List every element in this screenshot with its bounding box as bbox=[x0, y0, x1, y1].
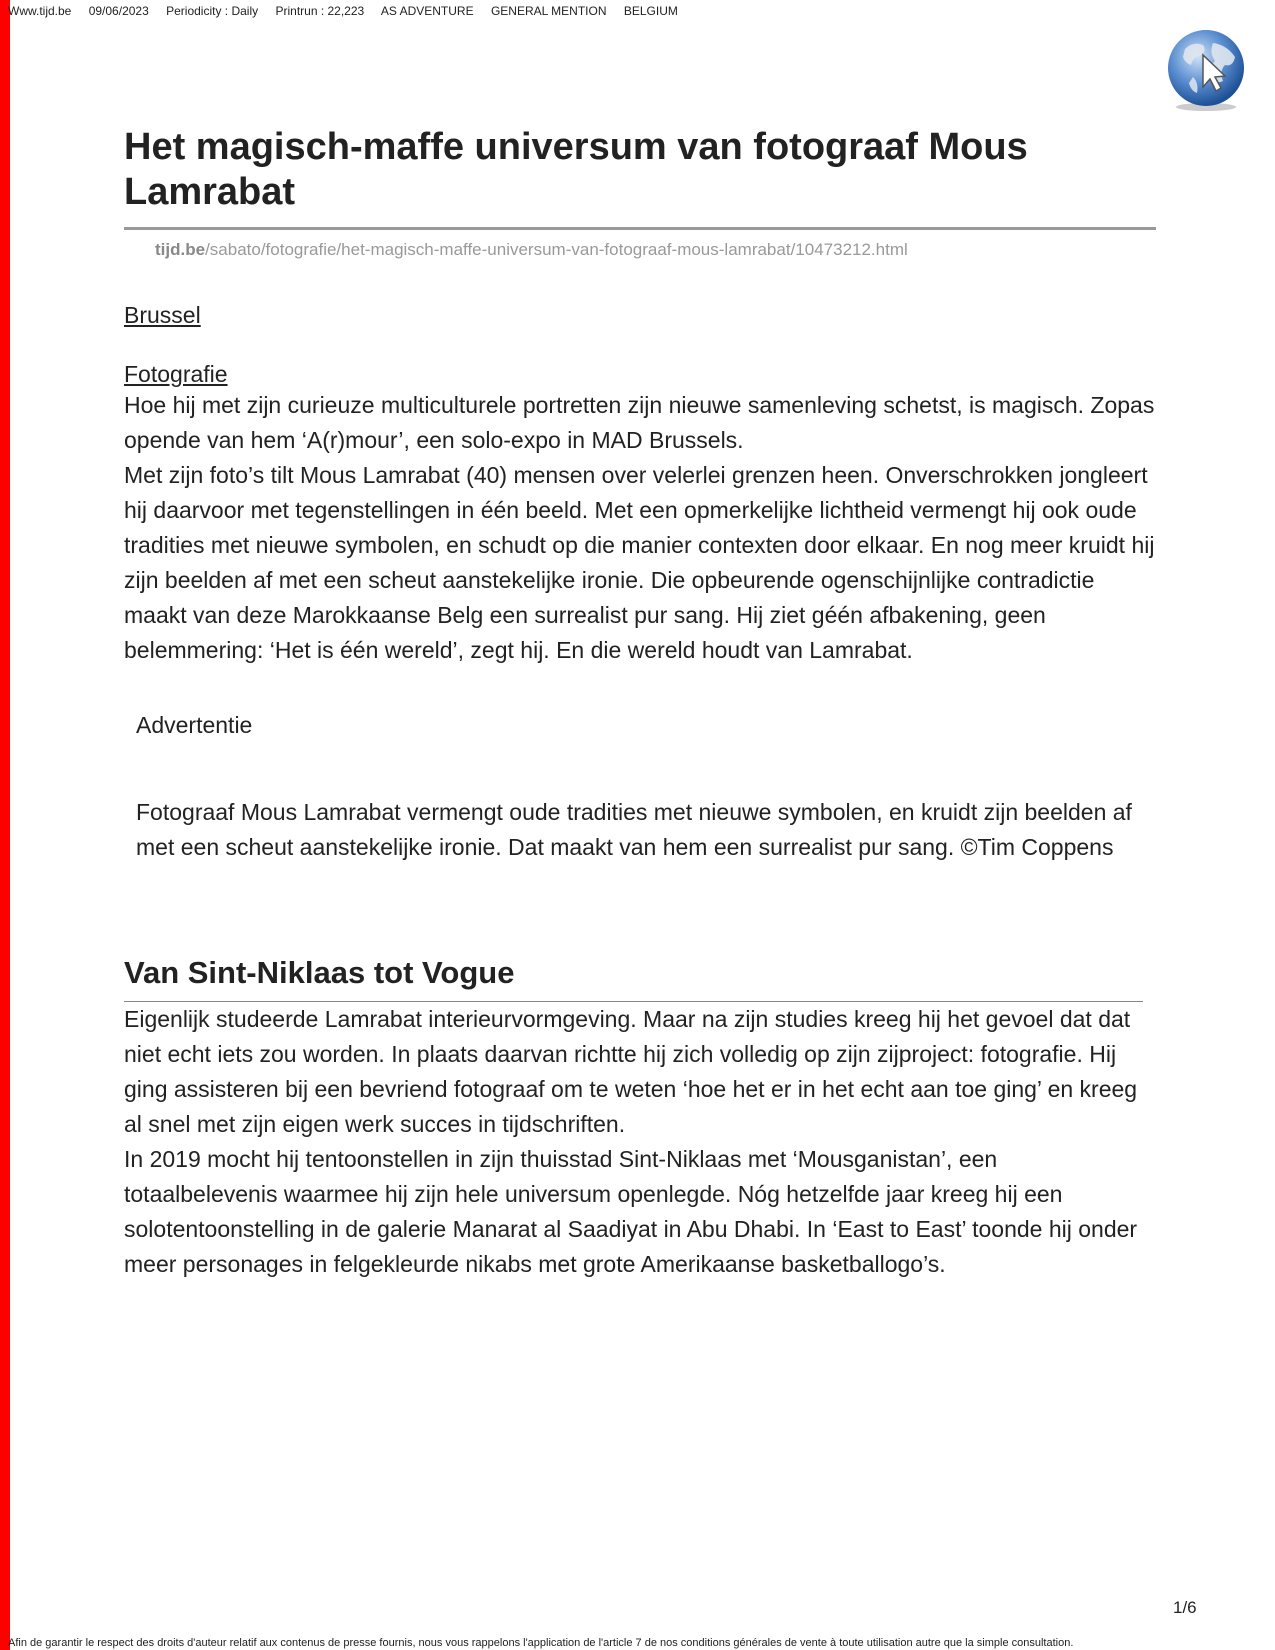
header-country: BELGIUM bbox=[623, 4, 678, 18]
header-mention: GENERAL MENTION bbox=[490, 4, 607, 18]
title-divider bbox=[124, 227, 1156, 230]
tag-link-fotografie[interactable]: Fotografie bbox=[124, 361, 228, 387]
header-site: Www.tijd.be bbox=[8, 4, 72, 18]
photo-caption: Fotograaf Mous Lamrabat vermengt oude tradities met nieuwe symbolen, en kruidt zijn beelden af met een scheut aanstekelijke ironie. Dat maakt van hem een surrealist pur sang. ©Tim Coppens bbox=[136, 799, 1132, 860]
header-periodicity: Periodicity : Daily bbox=[166, 4, 259, 18]
header-printrun: Printrun : 22,223 bbox=[275, 4, 365, 18]
copyright-notice: Afin de garantir le respect des droits d'auteur relatif aux contenus de presse fournis, nous vous rappelons l'application de l'article 7 de nos conditions générales de vente à toute utilisation autre que la simple consultation. bbox=[8, 1637, 1074, 1649]
url-path: /sabato/fotografie/het-magisch-maffe-universum-van-fotograaf-mous-lamrabat/10473212.html bbox=[205, 240, 908, 259]
header-client: AS ADVENTURE bbox=[380, 4, 474, 18]
press-header bbox=[8, 4, 692, 18]
article bbox=[124, 125, 1156, 1282]
article-intro: Hoe hij met zijn curieuze multiculturele portretten zijn nieuwe samenleving schetst, is magisch. Zopas opende van hem ‘A(r)mour’, een solo-expo in MAD Brussels. bbox=[124, 392, 1155, 453]
tag-link-brussel[interactable]: Brussel bbox=[124, 302, 201, 328]
article-url[interactable] bbox=[155, 240, 1156, 260]
article-title: Het magisch-maffe universum van fotograaf Mous Lamrabat bbox=[124, 126, 1028, 213]
url-domain: tijd.be bbox=[155, 240, 206, 259]
header-date: 09/06/2023 bbox=[88, 4, 149, 18]
section-paragraph-1: Eigenlijk studeerde Lamrabat interieurvormgeving. Maar na zijn studies kreeg hij het gevoel dat dat niet echt iets zou worden. In plaats daarvan richtte hij zich volledig op zijn zijproject: fotografie. Hij ging assisteren bij een bevriend fotograaf om te weten ‘hoe het er in het echt aan toe ging’ en kreeg al snel met zijn eigen werk succes in tijdschriften. bbox=[124, 1006, 1138, 1137]
section-paragraph-2: In 2019 mocht hij tentoonstellen in zijn thuisstad Sint-Niklaas met ‘Mousganistan’, een totaalbelevenis waarmee hij zijn hele universum openlegde. Nóg hetzelfde jaar kreeg hij een solotentoonstelling in de galerie Manarat al Saadiyat in Abu Dhabi. In ‘East to East’ toonde hij onder meer personages in felgekleurde nikabs met grote Amerikaanse basketballogo’s. bbox=[124, 1146, 1138, 1277]
globe-cursor-icon bbox=[1163, 27, 1249, 113]
red-margin-bar bbox=[0, 0, 10, 1650]
section-heading: Van Sint-Niklaas tot Vogue bbox=[124, 955, 515, 990]
advertisement-label: Advertentie bbox=[136, 712, 253, 738]
article-paragraph: Met zijn foto’s tilt Mous Lamrabat (40) mensen over velerlei grenzen heen. Onverschrokken jongleert hij daarvoor met tegenstellingen in één beeld. Met een opmerkelijke lichtheid vermengt hij ook oude tradities met nieuwe symbolen, en schudt op die manier contexten door elkaar. En nog meer kruidt hij zijn beelden af met een scheut aanstekelijke ironie. Die opbeurende ogenschijnlijke contradictie maakt van deze Marokkaanse Belg een surrealist pur sang. Hij ziet géén afbakening, geen belemmering: ‘Het is één wereld’, zegt hij. En die wereld houdt van Lamrabat. bbox=[124, 462, 1155, 663]
page-number: 1/6 bbox=[1173, 1598, 1197, 1617]
